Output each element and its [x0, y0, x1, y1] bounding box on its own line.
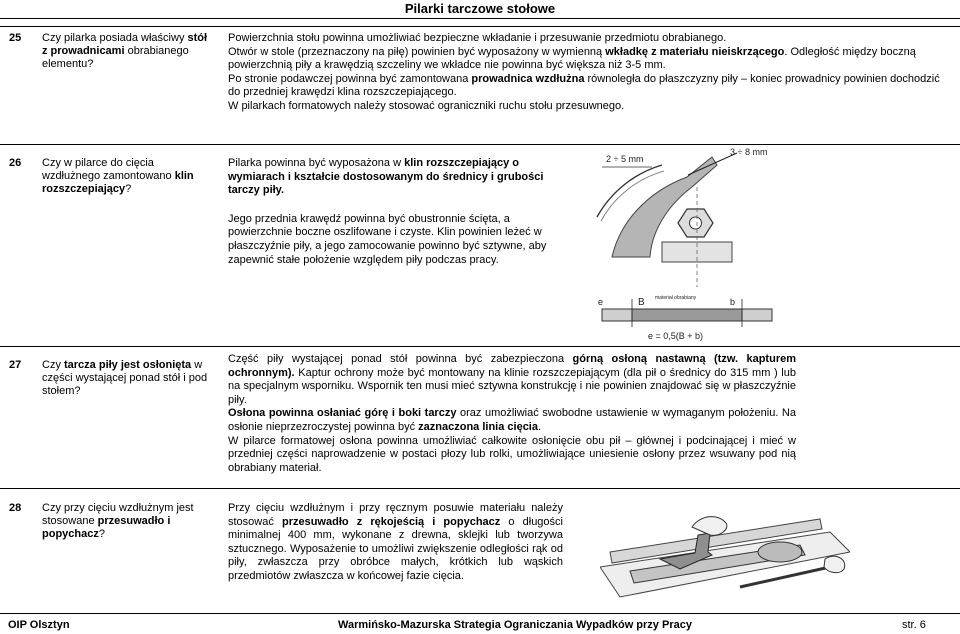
footer-divider: [0, 613, 960, 614]
question-text: Czy w pilarce do cięcia wzdłużnego zamontowano klin rozszczepiający?: [42, 157, 194, 195]
answer-text: Pilarka powinna być wyposażona w klin rozszczepiający o wymiarach i kształcie dostosowanym do średnicy i grubości tarczy piły. Jego przednia krawędź powinna być obustronnie ścięta, a powierzchnie boczne oszlifowane i czyste. Klin powinien leżeć w płaszczyźnie piły, a jego zamocowanie powinno być sztywne, aby zapewnić stałe położenie względem piły podczas pracy.: [228, 157, 547, 266]
question-text: Czy przy cięciu wzdłużnym jest stosowane przesuwadło i popychacz?: [42, 502, 194, 540]
row-number: 26: [9, 157, 22, 169]
table-row-27: [0, 346, 960, 489]
push-stick-illustration: [600, 497, 850, 605]
row-number: 25: [9, 32, 22, 44]
label-b: b: [730, 297, 736, 307]
answer-text: Część piły wystającej ponad stół powinna być zabezpieczona górną osłoną nastawną (tzw. kapturem ochronnym). Kaptur ochrony może być montowany na klinie rozszczepiającym (dla pił o średnicy do 315 mm ) lub na specjalnym wsporniku. Wspornik ten musi mieć sztywna konstrukcję i nie powinien znajdować się w płaszczyźnie piły. Osłona powinna osłaniać górę i boki tarczy oraz umożliwiać swobodne ustawienie w wymaganym położeniu. Na osłonie nieprzezroczystej powinna być zaznaczona linia cięcia. W pilarce formatowej osłona powinna umożliwiać całkowite osłonięcie obu pił – głównej i podcinającej i mieć w przedniej części naprowadzenie w postaci płozy lub rolki, umożliwiające uniesienie osłony przez wsuwany pod nią obrabiany materiał.: [228, 353, 796, 474]
answer-text: Przy cięciu wzdłużnym i przy ręcznym posuwie materiału należy stosować przesuwadło z rękojeścią i popychacz o długości minimalnej 400 mm, wykonane z drewna, sklejki lub tworzywa sztucznego. Wyposażenie to umożliwi zwiększenie odległości rąk od piły, zwłaszcza przy obróbce małych, krótkich lub wąskich przedmiotów zwłaszcza w końcowej fazie cięcia.: [228, 502, 563, 582]
label-B: B: [638, 297, 645, 308]
dimension-right: 3 ÷ 8 mm: [730, 147, 768, 157]
footer-strategy: Warmińsko-Mazurska Strategia Ograniczania Wypadków przy Pracy: [338, 619, 692, 631]
dimension-left: 2 ÷ 5 mm: [606, 154, 644, 164]
row-number: 27: [9, 359, 22, 371]
question-text: Czy tarcza piły jest osłonięta w części wystającej ponad stół i pod stołem?: [42, 359, 208, 397]
table-row-25: [0, 26, 960, 145]
row-number: 28: [9, 502, 22, 514]
table-row-26: [0, 144, 960, 347]
footer-org: OIP Olsztyn: [8, 619, 70, 631]
label-e: e: [598, 297, 604, 307]
material-note: materiał obrabiany: [655, 295, 697, 301]
page-title: Pilarki tarczowe stołowe: [404, 1, 556, 16]
page-number: str. 6: [902, 619, 926, 631]
answer-text: Powierzchnia stołu powinna umożliwiać bezpieczne wkładanie i przesuwanie przedmiotu obrabianego. Otwór w stole (przeznaczony na piłę) powinien być wyposażony w wymienną wkładkę z materiału nieiskrzącego. Odległość między boczną powierzchnią piły a krawędzią szczeliny we wkładce nie powinna być większa niż 3-5 mm. Po stronie podawczej powinna być zamontowana prowadnica wzdłużna równoległa do płaszczyzny piły – koniec prowadnicy powinien dochodzić do przedniej krawędzi klina rozszczepiającego. W pilarkach formatowych należy stosować ograniczniki ruchu stołu przesuwnego.: [228, 32, 940, 112]
formula: e = 0,5(B + b): [648, 331, 704, 341]
table-row-28: [0, 488, 960, 614]
riving-knife-diagram: [592, 147, 780, 343]
question-text: Czy pilarka posiada właściwy stół z prowadnicami obrabianego elementu?: [42, 32, 208, 70]
header-divider: [0, 18, 960, 19]
